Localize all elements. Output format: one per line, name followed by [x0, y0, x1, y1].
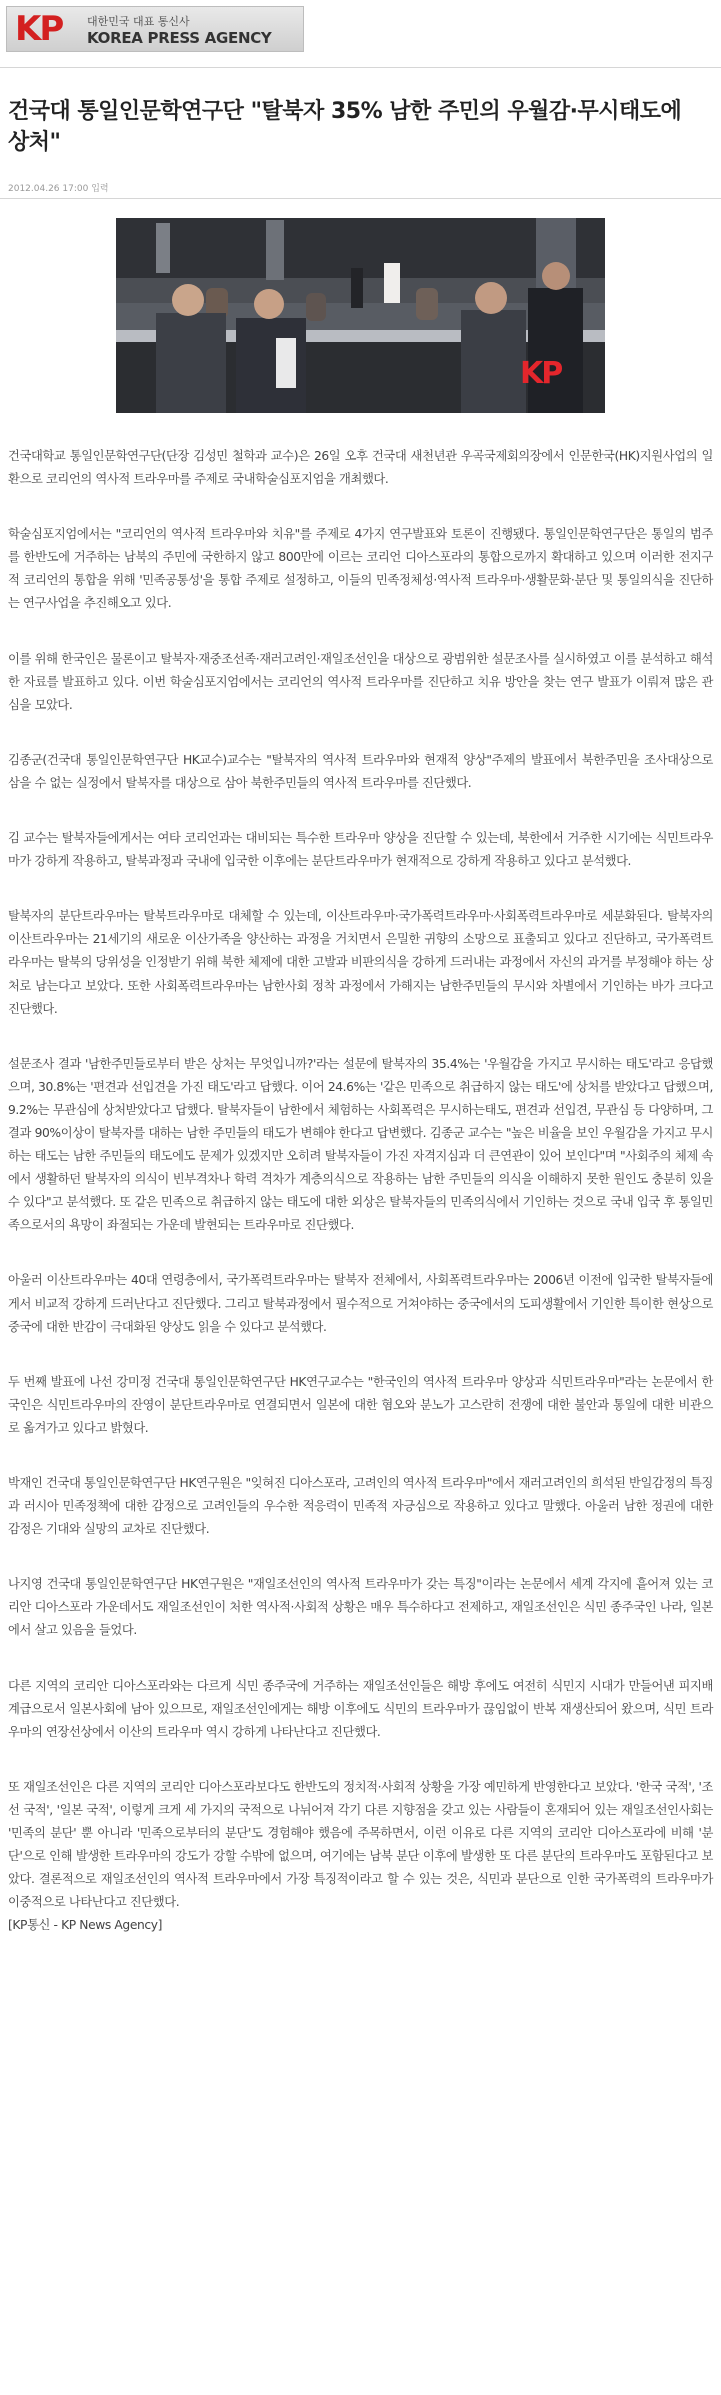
article-paragraph: 박재인 건국대 통일인문학연구단 HK연구원은 "잊혀진 디아스포라, 고려인의 역사적 트라우마"에서 재러고려인의 희석된 반일감정의 특징과 러시아 민족정책에 대한 감정으로 고려인들의 우수한 적응력이 민족적 자긍심으로 작용하고 있다고 말했다. 아울러 남한 정권에 대한 감정은 기대와 실망의 교차로 진단했다. — [8, 1476, 713, 1537]
logo-tagline-korean: 대한민국 대표 통신사 — [87, 15, 190, 28]
article-byline: [KP통신 - KP News Agency] — [8, 1918, 163, 1933]
logo-mark: KP — [15, 9, 63, 49]
article-date: 2012.04.26 17:00 입력 — [8, 184, 109, 194]
article-paragraph: 김종군(건국대 통일인문학연구단 HK교수)교수는 "탈북자의 역사적 트라우마와 현재적 양상"주제의 발표에서 북한주민을 조사대상으로 삼을 수 없는 실정에서 탈북자를 대상으로 삼아 북한주민들의 역사적 트라우마를 진단했다. — [8, 752, 713, 790]
article-paragraph: 또 재일조선인은 다른 지역의 코리안 디아스포라보다도 한반도의 정치적·사회적 상황을 가장 예민하게 반영한다고 보았다. '한국 국적', '조선 국적', '일본 국적', 이렇게 크게 세 가지의 국적으로 나뉘어져 각기 다른 지향점을 갖고 있는 사람들이 혼재되어 있는 재일조선인사회는 '민족의 분단' 뿐 아니라 '민족으로부터의 분단'도 경험해야 했음에 주목하면서, 이런 이유로 다른 지역의 코리안 디아스포라에 비해 '분단'으로 인해 발생한 트라우마의 강도가 강할 수밖에 없으며, 여기에는 남북 분단 이후에 발생한 또 다른 분단의 트라우마도 포함된다고 보았다. 결론적으로 재일조선인의 역사적 트라우마에서 가장 특징적이라고 할 수 있는 것은, 식민과 분단으로 인한 국가폭력의 트라우마가 이중적으로 나타난다고 진단했다. — [8, 1779, 713, 1910]
article-paragraph: 학술심포지엄에서는 "코리언의 역사적 트라우마와 치유"를 주제로 4가지 연구발표와 토론이 진행됐다. 통일인문학연구단은 통일의 범주를 한반도에 거주하는 남북의 주민에 국한하지 않고 800만에 이르는 코리언 디아스포라의 통합으로까지 확대하고 있으며 이러한 전지구적 코리언의 통합을 위해 '민족공통성'을 통합 주제로 설정하고, 이들의 민족정체성·역사적 트라우마·생활문화·분단 및 통일의식을 진단하는 연구사업을 추진해오고 있다. — [8, 527, 713, 611]
article-paragraph: 설문조사 결과 '남한주민들로부터 받은 상처는 무엇입니까?'라는 설문에 탈북자의 35.4%는 '우월감을 가지고 무시하는 태도'라고 응답했으며, 30.8%는 '편견과 선입견을 가진 태도'라고 답했다. 이어 24.6%는 '같은 민족으로 취급하지 않는 태도'에 상처를 받았다고 답했으며, 9.2%는 무관심에 상처받았다고 답했다. 탈북자들이 남한에서 체험하는 사회폭력은 무시하는태도, 편견과 선입견, 무관심 등 다양하며, 그 결과 90%이상이 탈북자를 대하는 남한 주민들의 태도가 변해야 한다고 답변했다. 김종군 교수는 "높은 비율을 보인 우월감을 가지고 무시하는 태도는 남한 주민들의 태도에도 문제가 있겠지만 오히려 탈북자들이 가진 자격지심과 더 큰연관이 있어 보인다"며 "사회주의 체제 속에서 생활하던 탈북자의 의식이 빈부격차나 학력 격차가 계층의식으로 작용하는 남한 주민들의 의식을 이해하지 못한 원인도 충분히 있을 수 있다"고 분석했다. 또 같은 민족으로 취급하지 않는 태도에 대한 외상은 탈북자들의 민족의식에서 기인하는 것으로 국내 입국 후 통일민족으로서의 욕망이 좌절되는 가운데 발현되는 트라우마로 진단했다. — [8, 1056, 713, 1233]
article-paragraph: 김 교수는 탈북자들에게서는 여타 코리언과는 대비되는 특수한 트라우마 양상을 진단할 수 있는데, 북한에서 거주한 시기에는 식민트라우마가 강하게 작용하고, 탈북과정과 국내에 입국한 이후에는 분단트라우마가 현재적으로 강하게 작용하고 있다고 분석했다. — [8, 831, 713, 869]
article-paragraph: 이를 위해 한국인은 물론이고 탈북자·재중조선족·재러고려인·재일조선인을 대상으로 광범위한 설문조사를 실시하였고 이를 분석하고 해석한 자료를 발표하고 있다. 이번 학술심포지엄에서는 코리언의 역사적 트라우마를 진단하고 치유 방안을 찾는 연구 발표가 이뤄져 많은 관심을 모았다. — [8, 651, 713, 712]
header-divider — [0, 67, 721, 68]
article-body — [8, 445, 713, 1938]
article-paragraph: 다른 지역의 코리안 디아스포라와는 다르게 식민 종주국에 거주하는 재일조선인들은 해방 후에도 여전히 식민지 시대가 만들어낸 피지배계급으로서 일본사회에 남아 있으므로, 재일조선인에게는 해방 이후에도 식민의 트라우마가 끊임없이 반복 재생산되어 왔으며, 식민 트라우마의 연장선상에서 이산의 트라우마 역시 강하게 나타난다고 진단했다. — [8, 1678, 713, 1739]
logo-name-english: KOREA PRESS AGENCY — [87, 29, 272, 47]
site-logo[interactable] — [6, 6, 304, 52]
article-paragraph: 아울러 이산트라우마는 40대 연령층에서, 국가폭력트라우마는 탈북자 전체에서, 사회폭력트라우마는 2006년 이전에 입국한 탈북자들에게서 비교적 강하게 드러난다고 진단했다. 그리고 탈북과정에서 필수적으로 거쳐야하는 중국에서의 도피생활에서 기인한 특이한 현상으로 중국에 대한 반감이 극대화된 양상도 읽을 수 있다고 분석했다. — [8, 1273, 713, 1334]
photo-watermark: KP — [520, 356, 562, 391]
article-paragraph: 건국대학교 통일인문학연구단(단장 김성민 철학과 교수)은 26일 오후 건국대 새천년관 우곡국제회의장에서 인문한국(HK)지원사업의 일환으로 코리언의 역사적 트라우마를 주제로 국내학술심포지엄을 개최했다. — [8, 449, 713, 487]
article-title: 건국대 통일인문학연구단 "탈북자 35% 남한 주민의 우월감·무시태도에 상처" — [8, 99, 682, 155]
title-divider — [0, 198, 721, 199]
site-header — [0, 0, 721, 60]
article-photo — [116, 218, 605, 413]
article-paragraph: 탈북자의 분단트라우마는 탈북트라우마로 대체할 수 있는데, 이산트라우마·국가폭력트라우마·사회폭력트라우마로 세분화된다. 탈북자의 이산트라우마는 21세기의 새로운 이산가족을 양산하는 과정을 거치면서 은밀한 귀향의 소망으로 표출되고 있다고 진단하고, 국가폭력트라우마는 탈북의 당위성을 인정받기 위해 북한 체제에 대한 고발과 비판의식을 강하게 드러내는 과정에서 자신의 과거를 부정해야 하는 상처로 남는다고 보았다. 또한 사회폭력트라우마는 남한사회 정착 과정에서 가해지는 남한주민들의 무시와 차별에서 기인하는 바가 크다고 진단했다. — [8, 909, 713, 1016]
article-paragraph: 두 번째 발표에 나선 강미정 건국대 통일인문학연구단 HK연구교수는 "한국인의 역사적 트라우마 양상과 식민트라우마"라는 논문에서 한국인은 식민트라우마의 잔영이 분단트라우마로 연결되면서 일본에 대한 혐오와 분노가 고스란히 전쟁에 대한 불안과 통일에 대한 비관으로 옮겨가고 있다고 밝혔다. — [8, 1374, 713, 1435]
article-paragraph: 나지영 건국대 통일인문학연구단 HK연구원은 "재일조선인의 역사적 트라우마가 갖는 특징"이라는 논문에서 세계 각지에 흩어져 있는 코리안 디아스포라 가운데서도 재일조선인이 처한 역사적·사회적 상황은 매우 특수하다고 전제하고, 재일조선인은 식민 종주국인 나라, 일본에서 살고 있음을 들었다. — [8, 1577, 713, 1638]
